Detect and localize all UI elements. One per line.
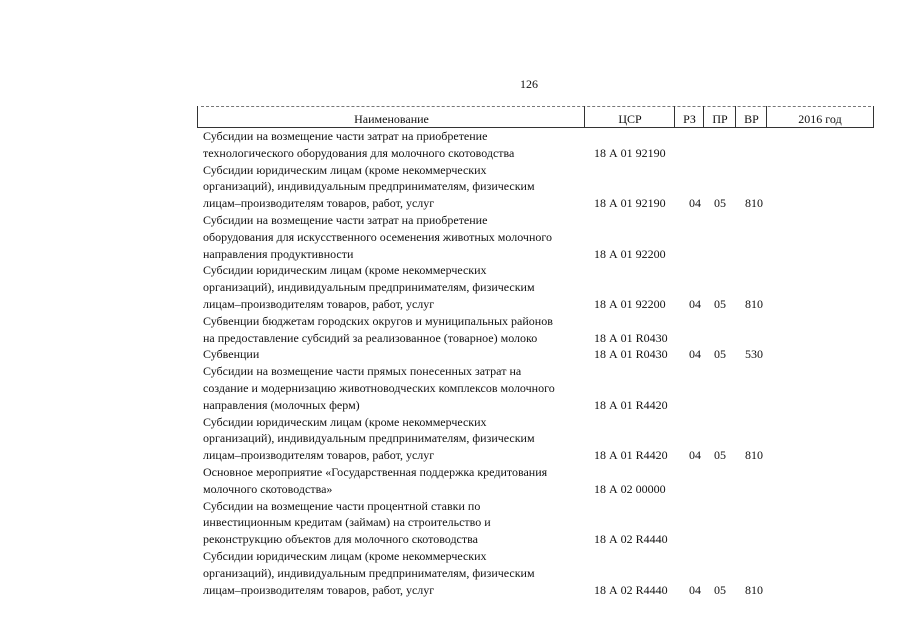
- row-name: Субсидии юридическим лицам (кроме некоммерческих организаций), индивидуальным предпринимателям, физическим лицам–производителям товаров, работ, услуг: [203, 162, 535, 211]
- row-name: Субвенции бюджетам городских округов и муниципальных районов на предоставление субсидий за реализованное (товарное) молоко: [203, 313, 553, 345]
- row-name: Субсидии на возмещение части прямых понесенных затрат на создание и модернизацию животноводческих комплексов молочного направления (молочных ферм): [203, 364, 555, 412]
- header-rz: РЗ: [674, 106, 704, 128]
- row-pr: 05: [714, 582, 726, 597]
- row-csr: 18 А 01 R4420: [594, 448, 668, 463]
- row-csr: 18 А 02 R4440: [594, 532, 668, 547]
- row-name: Субсидии на возмещение части процентной ставки по инвестиционным кредитам (займам) на строительство и реконструкцию объектов для молочного скотоводства: [203, 498, 491, 547]
- row-csr: 18 А 01 R0430: [594, 330, 668, 345]
- row-rz: 04: [689, 448, 701, 463]
- row-name: Основное мероприятие «Государственная поддержка кредитования молочного скотоводства»: [203, 464, 548, 496]
- row-name: Субсидии юридическим лицам (кроме некоммерческих организаций), индивидуальным предпринимателям, физическим лицам–производителям товаров, работ, услуг: [203, 414, 535, 463]
- row-vr: 810: [745, 196, 763, 211]
- row-csr: 18 А 01 R4420: [594, 397, 668, 412]
- row-csr: 18 А 01 92200: [594, 246, 666, 261]
- row-name: Субсидии юридическим лицам (кроме некоммерческих организаций), индивидуальным предпринимателям, физическим лицам–производителям товаров, работ, услуг: [203, 263, 535, 311]
- row-name: Субсидии юридическим лицам (кроме некоммерческих организаций), индивидуальным предпринимателям, физическим лицам–производителям товаров, работ, услуг: [203, 548, 535, 597]
- row-rz: 04: [689, 196, 701, 211]
- row-name: Субсидии на возмещение части затрат на приобретение технологического оборудования для молочного скотоводства: [203, 129, 515, 160]
- page-number: 126: [520, 77, 538, 91]
- row-csr: 18 А 01 92190: [594, 196, 666, 211]
- row-rz: 04: [689, 347, 701, 362]
- row-name: Субвенции: [203, 347, 260, 362]
- row-vr: 810: [745, 582, 763, 597]
- row-rz: 04: [689, 296, 701, 311]
- row-name: Субсидии на возмещение части затрат на приобретение оборудования для искусственного осеменения животных молочного направления продуктивности: [203, 212, 552, 261]
- row-pr: 05: [714, 196, 726, 211]
- row-rz: 04: [689, 582, 701, 597]
- row-pr: 05: [714, 296, 726, 311]
- row-csr: 18 А 02 00000: [594, 481, 666, 496]
- header-pr: ПР: [703, 106, 736, 128]
- row-pr: 05: [714, 347, 726, 362]
- row-vr: 530: [745, 347, 763, 362]
- row-vr: 810: [745, 448, 763, 463]
- row-csr: 18 А 01 92190: [594, 145, 666, 160]
- row-csr: 18 А 01 92200: [594, 296, 666, 311]
- header-csr: ЦСР: [584, 106, 675, 128]
- header-vr: ВР: [735, 106, 767, 128]
- header-year: 2016 год: [766, 106, 874, 128]
- row-csr: 18 А 01 R0430: [594, 347, 668, 362]
- row-pr: 05: [714, 448, 726, 463]
- row-csr: 18 А 02 R4440: [594, 582, 668, 597]
- header-name: Наименование: [197, 106, 585, 128]
- row-vr: 810: [745, 296, 763, 311]
